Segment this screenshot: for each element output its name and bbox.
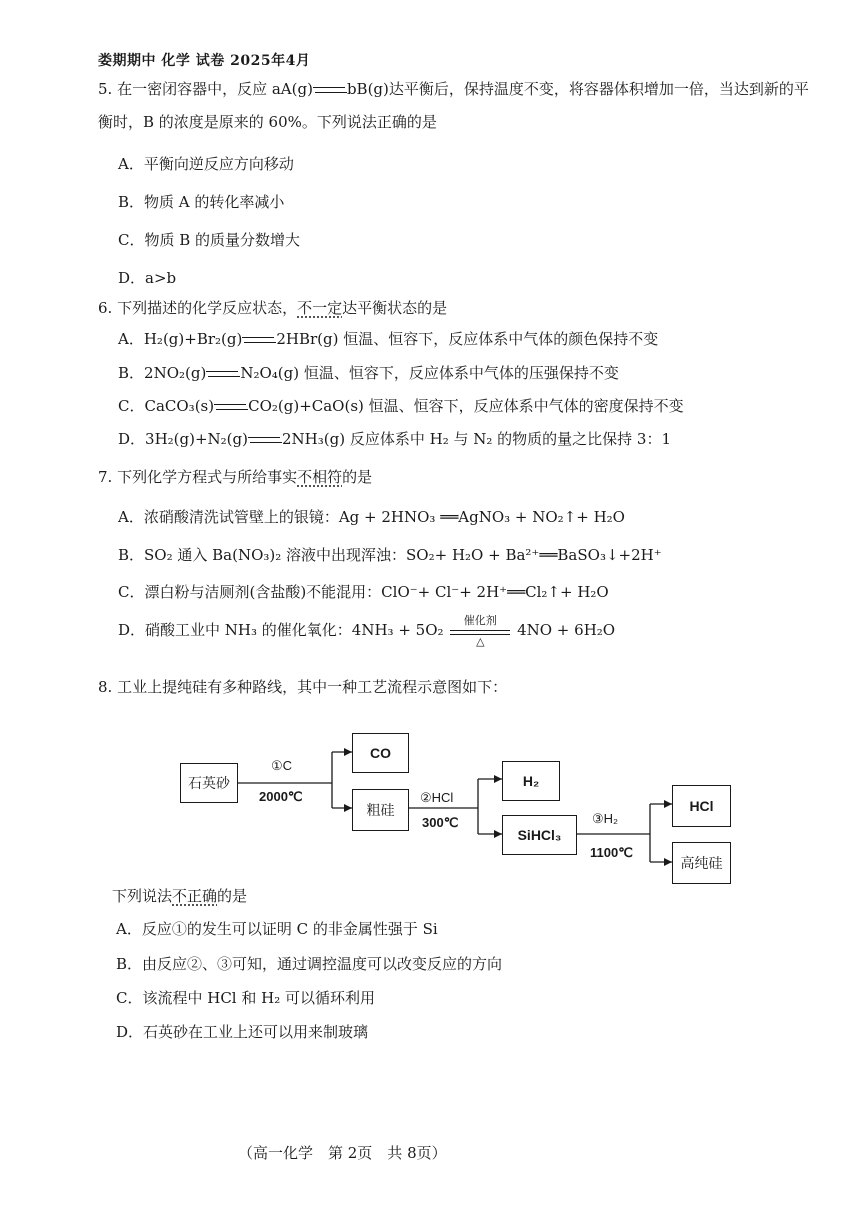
flow-box-pure-silicon: 高纯硅 — [672, 842, 731, 884]
q7-stem-post: 的是 — [342, 468, 373, 486]
q6-stem — [98, 297, 447, 318]
q6-d-label: D． — [118, 430, 146, 448]
q8-option-d: D．石英砂在工业上还可以用来制玻璃 — [116, 1023, 369, 1041]
q6-option-d — [118, 428, 671, 449]
q5-reactant: aA(g) — [271, 80, 313, 98]
equilibrium-arrow-icon — [248, 434, 282, 446]
q5-option-b: B．物质 A 的转化率减小 — [118, 193, 285, 211]
q6-c-left: CaCO₃(s) — [144, 397, 215, 415]
q7-d-products: 4NO + 6H₂O — [517, 621, 616, 639]
q6-option-b — [118, 362, 619, 383]
equilibrium-arrow-icon — [206, 368, 240, 380]
flow-label-temp2: 300℃ — [422, 815, 459, 830]
flow-label-temp3: 1100℃ — [590, 845, 633, 860]
q7-stem-emphasis: 不相符 — [297, 468, 343, 486]
q8-substem — [112, 885, 247, 906]
q8-option-a: A．反应①的发生可以证明 C 的非金属性强于 Si — [116, 920, 438, 938]
q5-stem-line1 — [98, 78, 809, 99]
q7-stem — [98, 466, 372, 487]
q5-option-a: A．平衡向逆反应方向移动 — [118, 155, 294, 173]
q8-substem-emphasis: 不正确 — [172, 887, 218, 905]
q5-stem-text-cont: 达平衡后，保持温度不变，将容器体积增加一倍，当达到新的平 — [388, 80, 809, 98]
q6-c-right: CO₂(g)+CaO(s) — [248, 397, 364, 415]
catalyst-line-top — [450, 630, 510, 631]
flow-label-reaction2: ②HCl — [420, 790, 454, 805]
q7-option-c: C．漂白粉与洁厕剂(含盐酸)不能混用：ClO⁻+ Cl⁻+ 2H⁺══Cl₂↑+ H₂O — [118, 583, 609, 601]
heat-symbol: △ — [476, 635, 485, 648]
q8-substem-post: 的是 — [217, 887, 248, 905]
q6-b-desc: 恒温、恒容下，反应体系中气体的压强保持不变 — [299, 364, 619, 382]
q5-option-d: D．a>b — [118, 269, 177, 287]
q6-c-label: C． — [118, 397, 145, 415]
q6-stem-emphasis: 不一定 — [297, 299, 343, 317]
q7-option-b: B．SO₂ 通入 Ba(NO₃)₂ 溶液中出现浑浊：SO₂+ H₂O + Ba²⁺══BaSO₃↓+2H⁺ — [118, 546, 662, 564]
q8-option-c: C．该流程中 HCl 和 H₂ 可以循环利用 — [116, 989, 376, 1007]
q7-d-reactants: D．硝酸工业中 NH₃ 的催化氧化：4NH₃ + 5O₂ — [118, 621, 444, 639]
flow-box-sihcl3: SiHCl₃ — [502, 815, 577, 855]
catalyst-arrow — [448, 616, 512, 646]
q7-option-a: A．浓硝酸清洗试管壁上的银镜：Ag + 2HNO₃ ══AgNO₃ + NO₂↑+ H₂O — [118, 508, 625, 526]
q8-stem: 8. 工业上提纯硅有多种路线，其中一种工艺流程示意图如下： — [98, 678, 508, 696]
q6-d-desc: 反应体系中 H₂ 与 N₂ 的物质的量之比保持 3：1 — [345, 430, 672, 448]
q6-d-right: 2NH₃(g) — [282, 430, 346, 448]
page-footer: （高一化学 第 2页 共 8页） — [238, 1144, 447, 1162]
q6-b-right: N₂O₄(g) — [240, 364, 300, 382]
q5-product: bB(g) — [346, 80, 389, 98]
q6-a-desc: 恒温、恒容下，反应体系中气体的颜色保持不变 — [338, 330, 659, 348]
q5-stem-text: 5. 在一密闭容器中，反应 — [98, 80, 272, 98]
q6-stem-pre: 6. 下列描述的化学反应状态， — [98, 299, 298, 317]
q6-option-c — [118, 395, 684, 416]
q6-d-left: 3H₂(g)+N₂(g) — [145, 430, 248, 448]
q7-option-d — [118, 616, 615, 646]
flow-box-hcl: HCl — [672, 785, 731, 827]
q7-stem-pre: 7. 下列化学方程式与所给事实 — [98, 468, 298, 486]
flow-box-crude-silicon: 粗硅 — [352, 789, 409, 831]
equilibrium-arrow-icon — [214, 401, 248, 413]
flow-box-quartz-sand: 石英砂 — [180, 763, 238, 803]
q5-stem-line2: 衡时，B 的浓度是原来的 60%。下列说法正确的是 — [98, 113, 437, 131]
catalyst-label: 催化剂 — [463, 614, 497, 627]
equilibrium-arrow-icon — [242, 334, 276, 346]
exam-header: 娄期期中 化学 试卷 2025年4月 — [98, 53, 311, 69]
q6-option-a — [118, 328, 658, 349]
q5-option-c: C．物质 B 的质量分数增大 — [118, 231, 301, 249]
equilibrium-arrow-icon — [313, 84, 347, 96]
flow-label-reaction3: ③H₂ — [592, 811, 619, 826]
q6-c-desc: 恒温、恒容下，反应体系中气体的密度保持不变 — [363, 397, 684, 415]
flow-box-co: CO — [352, 733, 409, 773]
q6-a-label: A． — [118, 330, 144, 348]
q6-b-label: B． — [118, 364, 145, 382]
flow-box-h2: H₂ — [502, 761, 560, 801]
flow-label-reaction1: ①C — [271, 758, 293, 773]
q6-a-right: 2HBr(g) — [276, 330, 339, 348]
q6-b-left: 2NO₂(g) — [144, 364, 207, 382]
q8-substem-pre: 下列说法 — [112, 887, 173, 905]
q6-a-left: H₂(g)+Br₂(g) — [143, 330, 243, 348]
q6-stem-post: 达平衡状态的是 — [342, 299, 448, 317]
q8-option-b: B．由反应②、③可知，通过调控温度可以改变反应的方向 — [116, 955, 503, 973]
flow-label-temp1: 2000℃ — [259, 789, 303, 804]
